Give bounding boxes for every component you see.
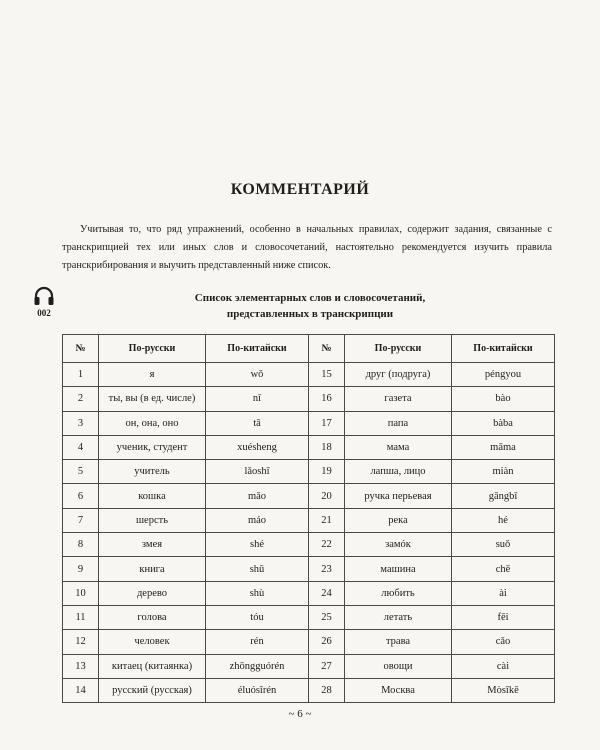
table-row [63, 411, 555, 435]
col-header-number: № [309, 335, 345, 363]
cell-number: 3 [63, 411, 99, 435]
cell-russian: река [345, 508, 452, 532]
cell-number: 15 [309, 363, 345, 387]
cell-chinese: māma [452, 435, 555, 459]
col-header-chinese: По-китайски [206, 335, 309, 363]
col-header-number: № [63, 335, 99, 363]
headphones-icon [33, 286, 55, 306]
cell-number: 24 [309, 581, 345, 605]
cell-russian: учитель [99, 460, 206, 484]
cell-russian: змея [99, 533, 206, 557]
cell-russian: ручка перьевая [345, 484, 452, 508]
cell-chinese: tóu [206, 605, 309, 629]
cell-number: 7 [63, 508, 99, 532]
cell-chinese: bàba [452, 411, 555, 435]
cell-number: 14 [63, 678, 99, 702]
cell-russian: трава [345, 630, 452, 654]
table-caption [90, 290, 530, 322]
cell-russian: дерево [99, 581, 206, 605]
cell-number: 11 [63, 605, 99, 629]
cell-russian: Москва [345, 678, 452, 702]
cell-number: 26 [309, 630, 345, 654]
page-heading: КОММЕНТАРИЙ [230, 181, 370, 198]
table-row [63, 435, 555, 459]
cell-russian: голова [99, 605, 206, 629]
table-row [63, 533, 555, 557]
cell-number: 4 [63, 435, 99, 459]
cell-number: 8 [63, 533, 99, 557]
cell-number: 23 [309, 557, 345, 581]
table-row [63, 630, 555, 654]
cell-chinese: māo [206, 484, 309, 508]
cell-chinese: chē [452, 557, 555, 581]
table-row [63, 678, 555, 702]
cell-chinese: shé [206, 533, 309, 557]
table-header-row [63, 335, 555, 363]
cell-russian: шерсть [99, 508, 206, 532]
cell-chinese: gāngbǐ [452, 484, 555, 508]
cell-number: 16 [309, 387, 345, 411]
intro-paragraph: Учитывая то, что ряд упражнений, особенно в начальных правилах, содержит задания, связанные с транскрипцией тех или иных слов и словосочетаний, настоятельно рекомендуется изучить правила транскрибирования и выучить представленный ниже список. [62, 224, 552, 271]
col-header-russian: По-русски [99, 335, 206, 363]
cell-russian: замóк [345, 533, 452, 557]
cell-chinese: éluósīrén [206, 678, 309, 702]
cell-russian: ты, вы (в ед. числе) [99, 387, 206, 411]
cell-chinese: nǐ [206, 387, 309, 411]
cell-chinese: cǎo [452, 630, 555, 654]
cell-russian: папа [345, 411, 452, 435]
cell-russian: ученик, студент [99, 435, 206, 459]
cell-chinese: péngyou [452, 363, 555, 387]
cell-number: 27 [309, 654, 345, 678]
cell-number: 21 [309, 508, 345, 532]
cell-russian: мама [345, 435, 452, 459]
table-row [63, 557, 555, 581]
cell-number: 20 [309, 484, 345, 508]
caption-line-2: представленных в транскрипции [226, 308, 394, 320]
cell-number: 28 [309, 678, 345, 702]
cell-chinese: zhōngguórén [206, 654, 309, 678]
cell-number: 19 [309, 460, 345, 484]
cell-number: 18 [309, 435, 345, 459]
table-row [63, 508, 555, 532]
cell-russian: друг (подруга) [345, 363, 452, 387]
cell-chinese: rén [206, 630, 309, 654]
cell-chinese: lǎoshī [206, 460, 309, 484]
cell-russian: книга [99, 557, 206, 581]
cell-russian: любить [345, 581, 452, 605]
caption-line-1: Список элементарных слов и словосочетаний, [194, 292, 426, 304]
table-row [63, 654, 555, 678]
cell-chinese: xuésheng [206, 435, 309, 459]
cell-number: 25 [309, 605, 345, 629]
cell-russian: китаец (китаянка) [99, 654, 206, 678]
table-row [63, 605, 555, 629]
audio-track-number: 002 [37, 308, 51, 318]
cell-number: 5 [63, 460, 99, 484]
cell-russian: лапша, лицо [345, 460, 452, 484]
cell-chinese: máo [206, 508, 309, 532]
table-row [63, 484, 555, 508]
cell-number: 22 [309, 533, 345, 557]
cell-chinese: ài [452, 581, 555, 605]
cell-chinese: Mòsīkē [452, 678, 555, 702]
cell-russian: кошка [99, 484, 206, 508]
cell-number: 6 [63, 484, 99, 508]
cell-number: 2 [63, 387, 99, 411]
cell-russian: летать [345, 605, 452, 629]
cell-chinese: cài [452, 654, 555, 678]
cell-number: 12 [63, 630, 99, 654]
vocabulary-table [62, 334, 555, 703]
cell-number: 10 [63, 581, 99, 605]
col-header-russian: По-русски [345, 335, 452, 363]
cell-russian: машина [345, 557, 452, 581]
page-number: ~ 6 ~ [288, 708, 312, 720]
table-row [63, 363, 555, 387]
cell-number: 13 [63, 654, 99, 678]
cell-chinese: fēi [452, 605, 555, 629]
cell-number: 1 [63, 363, 99, 387]
cell-chinese: suǒ [452, 533, 555, 557]
cell-russian: русский (русская) [99, 678, 206, 702]
cell-chinese: shù [206, 581, 309, 605]
table-row [63, 581, 555, 605]
cell-chinese: wǒ [206, 363, 309, 387]
cell-number: 9 [63, 557, 99, 581]
table-row [63, 460, 555, 484]
intro-text [62, 221, 552, 275]
audio-marker[interactable] [31, 286, 57, 318]
cell-russian: он, она, оно [99, 411, 206, 435]
col-header-chinese: По-китайски [452, 335, 555, 363]
cell-russian: овощи [345, 654, 452, 678]
table-row [63, 387, 555, 411]
cell-chinese: tā [206, 411, 309, 435]
cell-chinese: hé [452, 508, 555, 532]
cell-chinese: miàn [452, 460, 555, 484]
cell-russian: человек [99, 630, 206, 654]
cell-russian: газета [345, 387, 452, 411]
cell-chinese: shū [206, 557, 309, 581]
cell-number: 17 [309, 411, 345, 435]
cell-chinese: bào [452, 387, 555, 411]
cell-russian: я [99, 363, 206, 387]
